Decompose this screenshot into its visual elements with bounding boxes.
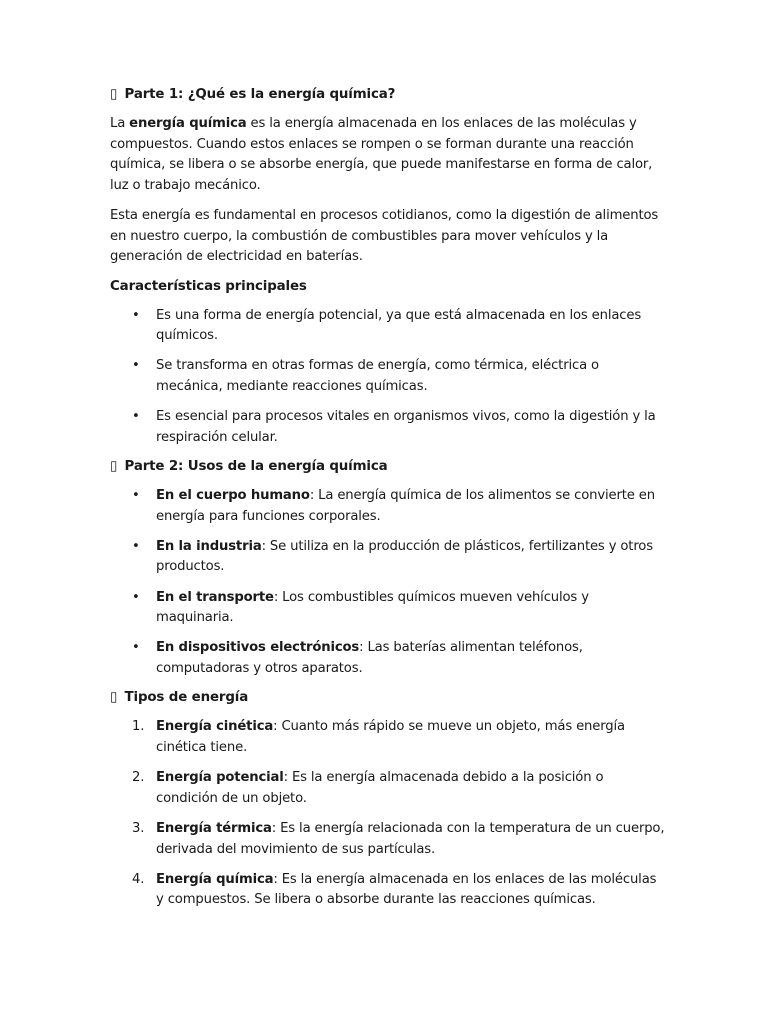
- bold-term: En el cuerpo humano: [156, 488, 310, 504]
- list-item-text: : Las baterías alimentan teléfonos, computadoras y otros aparatos.: [156, 640, 583, 676]
- section-heading-parte2: [110, 458, 666, 476]
- bullet-icon: •: [132, 358, 140, 374]
- tipos-list: [110, 717, 666, 910]
- list-item: [110, 588, 666, 629]
- list-item: [110, 768, 666, 809]
- list-item: [110, 717, 666, 758]
- list-item: [110, 356, 666, 397]
- heading-text: Parte 1: ¿Qué es la energía química?: [124, 87, 396, 102]
- list-item: [110, 407, 666, 448]
- document-page: [110, 86, 666, 921]
- list-item-text: : Cuanto más rápido se mueve un objeto, más energía cinética tiene.: [156, 719, 625, 755]
- subheading-caracteristicas: Características principales: [110, 278, 307, 294]
- bold-term: Energía química: [156, 871, 274, 887]
- missing-emoji-icon: ▯: [110, 690, 118, 706]
- list-number: 3.: [132, 821, 145, 837]
- usos-list: [110, 486, 666, 679]
- list-number: 4.: [132, 871, 145, 887]
- bullet-icon: •: [132, 488, 140, 504]
- bold-term: En la industria: [156, 538, 262, 554]
- list-item: [110, 306, 666, 347]
- list-item-text: Es esencial para procesos vitales en organismos vivos, como la digestión y la respiración celular.: [156, 409, 656, 445]
- list-item: [110, 486, 666, 527]
- bold-term: Energía potencial: [156, 770, 284, 786]
- heading-text: Tipos de energía: [124, 690, 249, 706]
- list-item: [110, 638, 666, 679]
- list-number: 1.: [132, 719, 145, 735]
- bold-term: energía química: [129, 116, 247, 131]
- paragraph-importance: Esta energía es fundamental en procesos cotidianos, como la digestión de alimentos en nuestro cuerpo, la combustión de combustibles para mover vehículos y la generación de electricidad en baterías.: [110, 208, 659, 264]
- paragraph-text: La: [110, 116, 130, 131]
- list-item: [110, 537, 666, 578]
- missing-emoji-icon: ▯: [110, 459, 118, 475]
- section-heading-tipos: [110, 689, 666, 707]
- list-number: 2.: [132, 770, 145, 786]
- missing-emoji-icon: ▯: [110, 87, 118, 102]
- bullet-icon: •: [132, 409, 140, 425]
- bold-term: En dispositivos electrónicos: [156, 640, 360, 656]
- bold-term: Energía cinética: [156, 719, 274, 735]
- bullet-icon: •: [132, 589, 140, 605]
- bullet-icon: •: [132, 538, 140, 554]
- heading-text: Parte 2: Usos de la energía química: [124, 459, 388, 475]
- list-item: [110, 870, 666, 911]
- list-item: [110, 819, 666, 860]
- list-item-text: : Es la energía almacenada debido a la posición o condición de un objeto.: [156, 770, 604, 806]
- list-item-text: : Los combustibles químicos mueven vehículos y maquinaria.: [156, 589, 589, 626]
- paragraph-definition: [110, 114, 666, 196]
- list-item-text: : Se utiliza en la producción de plásticos, fertilizantes y otros productos.: [156, 538, 653, 575]
- bullet-icon: •: [132, 307, 140, 323]
- list-item-text: : La energía química de los alimentos se convierte en energía para funciones corporales.: [156, 488, 655, 524]
- paragraph-text: es la energía almacenada en los enlaces de las moléculas y compuestos. Cuando estos enlaces se rompen o se forman durante una reacción química, se libera o se absorbe energía, que puede manifestarse en forma de calor, luz o trabajo mecánico.: [110, 116, 653, 193]
- list-item-text: Es una forma de energía potencial, ya que está almacenada en los enlaces químicos.: [156, 307, 642, 343]
- list-item-text: : Es la energía almacenada en los enlaces de las moléculas y compuestos. Se libera o absorbe durante las reacciones químicas.: [156, 871, 657, 908]
- bullet-icon: •: [132, 640, 140, 656]
- section-heading-parte1: [110, 86, 666, 104]
- list-item-text: : Es la energía relacionada con la temperatura de un cuerpo, derivada del movimiento de sus partículas.: [156, 821, 665, 857]
- caracteristicas-list: [110, 306, 666, 449]
- list-item-text: Se transforma en otras formas de energía, como térmica, eléctrica o mecánica, mediante reacciones químicas.: [156, 358, 599, 394]
- bold-term: En el transporte: [156, 589, 274, 605]
- bold-term: Energía térmica: [156, 821, 272, 837]
